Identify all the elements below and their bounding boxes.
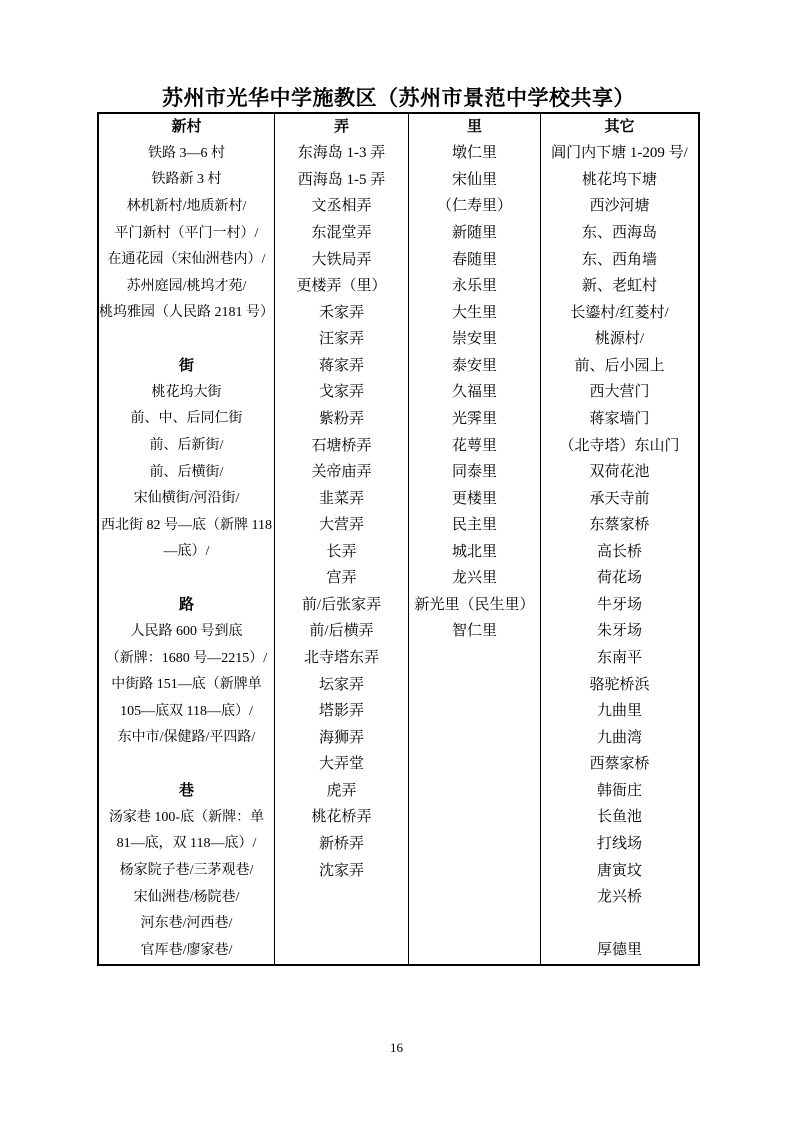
table-cell: 官厍巷/廖家巷/ — [140, 942, 233, 958]
table-cell: 苏州庭园/桃坞才苑/ — [126, 278, 247, 294]
table-cell: 汪家弄 — [318, 331, 364, 348]
table-cell: 塔影弄 — [318, 703, 364, 720]
table-cell: 紫粉弄 — [318, 410, 364, 427]
table-cell: 铁路新 3 村 — [151, 172, 222, 188]
table-cell: 蒋家弄 — [318, 357, 364, 374]
column-header: 里 — [466, 118, 482, 135]
table-cell: 桃坞雅园（人民路 2181 号） — [99, 305, 274, 321]
table-cell: 长鎏村/红菱村/ — [570, 304, 669, 321]
table-cell-empty — [99, 327, 274, 354]
table-cell: 桃花坞下塘 — [581, 171, 657, 188]
table-cell-empty — [409, 752, 540, 779]
table-cell: 东海岛 1-3 弄 — [297, 145, 386, 162]
table-cell: （北寺塔）东山门 — [559, 437, 680, 454]
table-cell: 新桥弄 — [318, 835, 364, 852]
table-cell: 荷花场 — [596, 570, 642, 587]
table-cell: 虎弄 — [326, 782, 357, 799]
table-cell: 桃花桥弄 — [311, 809, 372, 826]
table-cell-empty — [409, 805, 540, 832]
table-cell: 宋仙洲巷/杨院巷/ — [133, 889, 240, 905]
table-cell: 前/后张家弄 — [301, 596, 382, 613]
table-cell: 关帝庙弄 — [311, 464, 372, 481]
table-cell: 韩衙庄 — [596, 782, 642, 799]
table-column-3 — [409, 114, 541, 964]
table-cell: 西大营门 — [589, 384, 650, 401]
table-cell: 中街路 151—底（新牌单 — [111, 677, 262, 693]
table-cell-empty — [409, 884, 540, 911]
table-cell: 街 — [178, 357, 194, 374]
table-cell-empty — [409, 778, 540, 805]
table-cell: 永乐里 — [451, 278, 497, 295]
table-cell: 北寺塔东弄 — [303, 650, 379, 667]
table-cell: 韭菜弄 — [318, 490, 364, 507]
table-cell: 光霁里 — [451, 410, 497, 427]
table-cell: 东南平 — [596, 650, 642, 667]
table-cell: —底）/ — [163, 544, 210, 560]
table-cell: 民主里 — [451, 517, 497, 534]
table-cell: 双荷花池 — [589, 464, 650, 481]
table-cell: 宫弄 — [326, 570, 357, 587]
table-cell: 海狮弄 — [318, 729, 364, 746]
table-cell: （新牌：1680 号—2215）/ — [105, 650, 268, 666]
table-cell: 崇安里 — [451, 331, 497, 348]
table-cell: 汤家巷 100-底（新牌：单 — [108, 809, 265, 825]
table-cell: 桃源村/ — [594, 331, 645, 348]
table-cell: 阊门内下塘 1-209 号/ — [551, 145, 688, 162]
table-cell: 久福里 — [451, 384, 497, 401]
table-cell: 桃花坞大街 — [151, 384, 222, 400]
table-cell: 龙兴里 — [451, 570, 497, 587]
table-cell-empty — [409, 858, 540, 885]
table-cell-empty — [409, 645, 540, 672]
table-cell-empty — [409, 725, 540, 752]
table-cell-empty — [275, 884, 408, 911]
table-cell: 东、西海岛 — [581, 225, 657, 242]
table-cell: 林机新村/地质新村/ — [126, 198, 247, 214]
district-table — [97, 112, 700, 966]
table-cell-empty — [541, 911, 698, 938]
table-cell: 新随里 — [451, 225, 497, 242]
table-cell-empty — [409, 937, 540, 964]
table-cell: 前/后横弄 — [309, 623, 374, 640]
table-cell: （仁寿里） — [436, 198, 512, 215]
table-cell: 前、后小园上 — [574, 357, 665, 374]
column-header: 新村 — [171, 118, 202, 135]
table-cell: 前、中、后同仁街 — [130, 411, 243, 427]
column-header: 其它 — [604, 118, 635, 135]
table-cell: 巷 — [178, 782, 194, 799]
table-cell: 河东巷/河西巷/ — [140, 916, 233, 932]
table-cell: 石塘桥弄 — [311, 437, 372, 454]
table-cell: 沈家弄 — [318, 862, 364, 879]
table-cell: 九曲里 — [596, 703, 642, 720]
table-cell: 杨家院子巷/三茅观巷/ — [119, 863, 254, 879]
table-cell: 九曲湾 — [596, 729, 642, 746]
table-cell: 大营弄 — [318, 517, 364, 534]
table-cell: 人民路 600 号到底 — [130, 623, 243, 639]
table-cell: 牛牙场 — [596, 596, 642, 613]
table-cell: 城北里 — [451, 543, 497, 560]
table-cell: 铁路 3—6 村 — [148, 145, 225, 161]
table-cell: 东蔡家桥 — [589, 517, 650, 534]
table-cell: 宋仙里 — [451, 171, 497, 188]
table-cell: 打线场 — [596, 835, 642, 852]
table-cell: 西北街 82 号—底（新牌 118 — [101, 517, 272, 533]
table-cell-empty — [409, 672, 540, 699]
table-cell: 新、老虹村 — [581, 278, 657, 295]
table-cell: 泰安里 — [451, 357, 497, 374]
table-cell-empty — [409, 911, 540, 938]
table-cell: 平门新村（平门一村）/ — [114, 225, 259, 241]
table-column-2 — [275, 114, 409, 964]
table-cell: 朱牙场 — [596, 623, 642, 640]
table-cell-empty — [409, 698, 540, 725]
table-cell-empty — [99, 566, 274, 593]
table-cell: 承天寺前 — [589, 490, 650, 507]
table-cell: 大铁局弄 — [311, 251, 372, 268]
table-cell: 大弄堂 — [318, 756, 364, 773]
table-cell: 蒋家墙门 — [589, 410, 650, 427]
table-cell: 坛家弄 — [318, 676, 364, 693]
table-cell: 更楼弄（里） — [296, 278, 387, 295]
table-column-1 — [99, 114, 275, 964]
table-cell: 春随里 — [451, 251, 497, 268]
table-cell: 大生里 — [451, 304, 497, 321]
table-cell: 龙兴桥 — [596, 889, 642, 906]
table-cell: 厚德里 — [596, 942, 642, 959]
table-cell: 智仁里 — [451, 623, 497, 640]
table-cell: 同泰里 — [451, 464, 497, 481]
table-column-4 — [541, 114, 698, 964]
table-cell: 西蔡家桥 — [589, 756, 650, 773]
table-cell: 长弄 — [326, 543, 357, 560]
table-cell: 105—底双 118—底）/ — [120, 703, 253, 719]
table-cell: 骆驼桥浜 — [589, 676, 650, 693]
table-cell-empty — [99, 752, 274, 779]
table-cell: 禾家弄 — [318, 304, 364, 321]
table-cell-empty — [275, 911, 408, 938]
table-cell: 高长桥 — [596, 543, 642, 560]
table-cell: 在通花园（宋仙洲巷内）/ — [107, 252, 266, 268]
page-number: 16 — [390, 1040, 403, 1055]
page-title: 苏州市光华中学施教区（苏州市景范中学校共享） — [162, 86, 635, 110]
table-cell: 西海岛 1-5 弄 — [297, 171, 386, 188]
table-cell-empty — [409, 831, 540, 858]
table-cell: 戈家弄 — [318, 384, 364, 401]
table-cell: 墩仁里 — [451, 145, 497, 162]
table-cell: 东、西角墙 — [581, 251, 657, 268]
table-cell: 更楼里 — [451, 490, 497, 507]
table-cell: 西沙河塘 — [589, 198, 650, 215]
table-cell: 路 — [178, 596, 194, 613]
table-cell: 前、后横街/ — [149, 464, 224, 480]
column-header: 弄 — [333, 118, 349, 135]
table-cell: 宋仙横街/河沿街/ — [133, 491, 240, 507]
table-cell: 新光里（民生里） — [414, 596, 535, 613]
table-cell: 81—底，双 118—底）/ — [116, 836, 257, 852]
table-cell-empty — [275, 937, 408, 964]
table-cell: 唐寅坟 — [596, 862, 642, 879]
table-cell: 文丞相弄 — [311, 198, 372, 215]
table-cell: 前、后新街/ — [149, 438, 224, 454]
table-cell: 东中市/保健路/平四路/ — [117, 730, 256, 746]
table-cell: 长鱼池 — [596, 809, 642, 826]
table-cell: 东混堂弄 — [311, 225, 372, 242]
table-cell: 花萼里 — [451, 437, 497, 454]
